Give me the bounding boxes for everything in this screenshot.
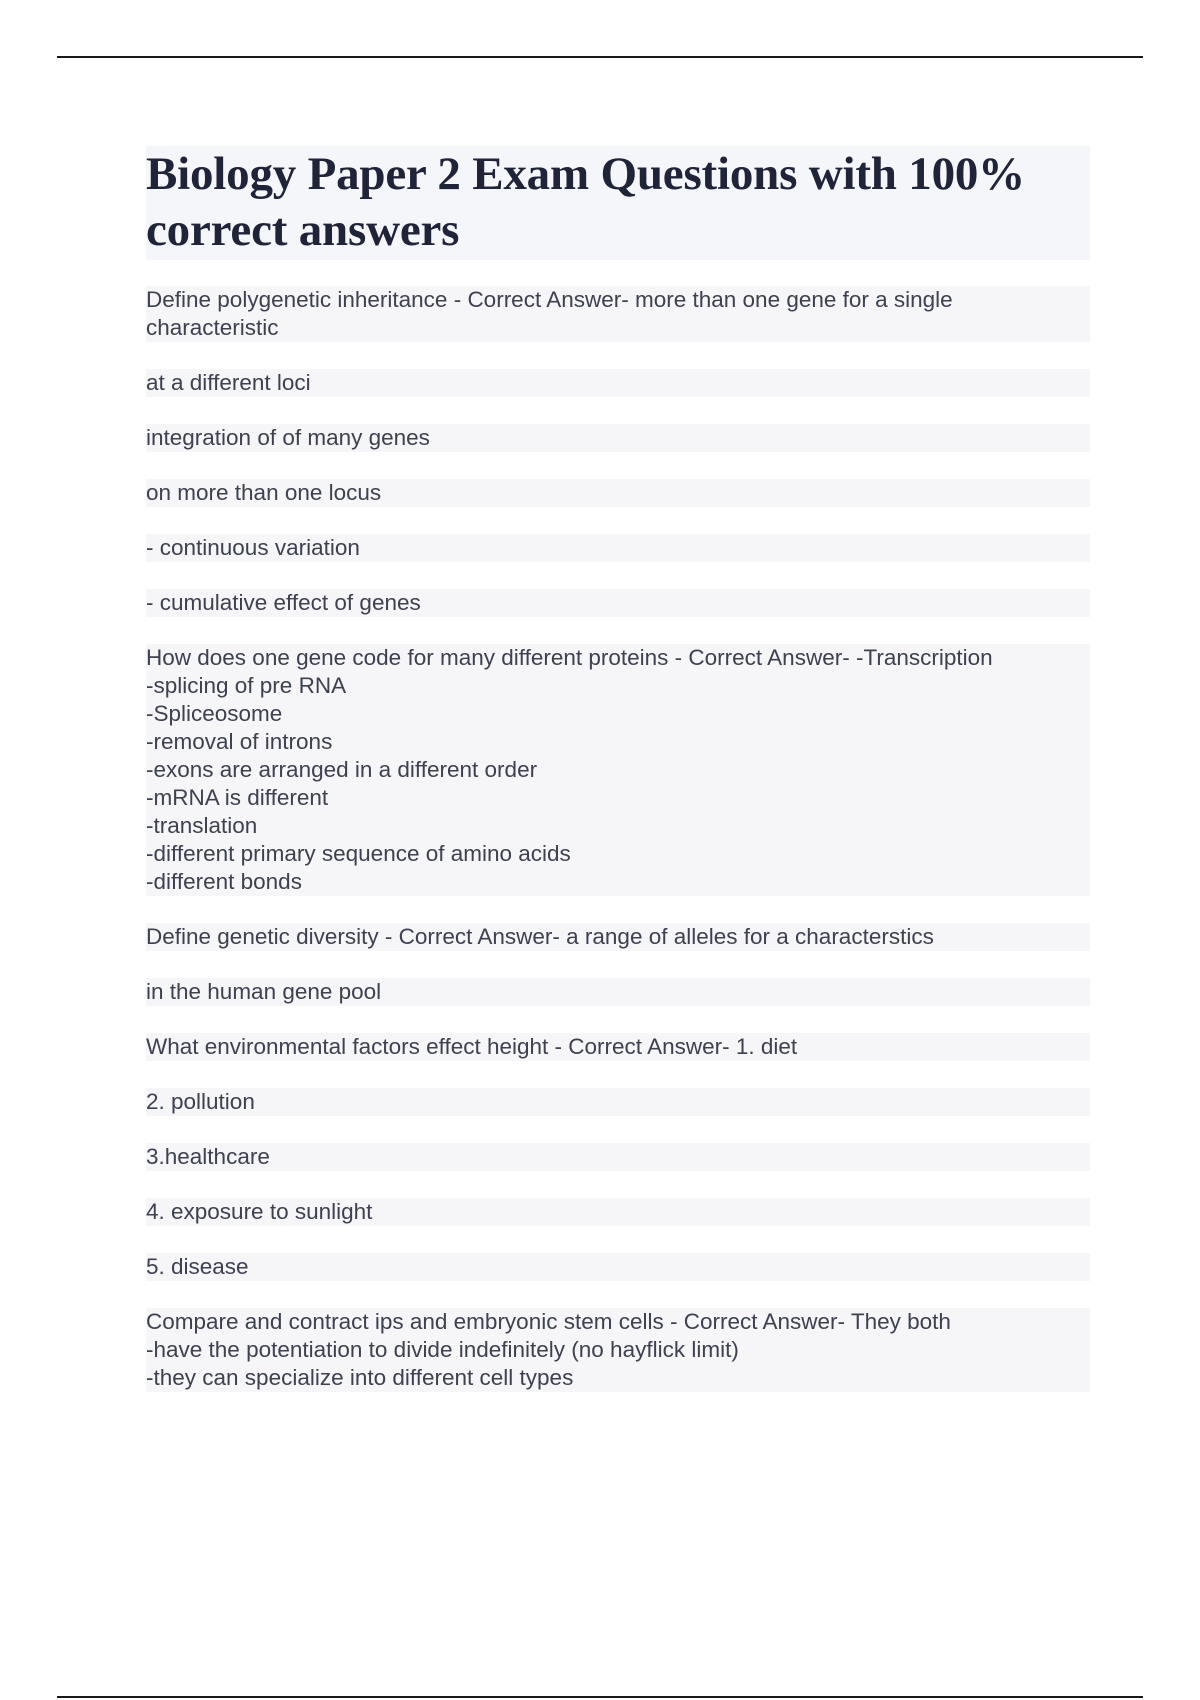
qa-paragraph [146,479,1090,507]
text-line: -mRNA is different [146,784,1090,812]
text-line: 5. disease [146,1253,1090,1281]
text-line: -different bonds [146,868,1090,896]
text-line: -splicing of pre RNA [146,672,1090,700]
text-line: at a different loci [146,369,1090,397]
qa-paragraph [146,1033,1090,1061]
text-line: -they can specialize into different cell types [146,1364,1090,1392]
text-line: integration of of many genes [146,424,1090,452]
text-line: -different primary sequence of amino acids [146,840,1090,868]
qa-paragraph [146,286,1090,342]
header-rule [57,56,1143,58]
text-line: Define genetic diversity - Correct Answer- a range of alleles for a characterstics [146,923,1090,951]
text-line: - cumulative effect of genes [146,589,1090,617]
text-line: 2. pollution [146,1088,1090,1116]
title-line: Biology Paper 2 Exam Questions with 100% [146,148,1025,200]
text-line: -removal of introns [146,728,1090,756]
qa-paragraph [146,978,1090,1006]
qa-paragraph [146,589,1090,617]
text-line: -exons are arranged in a different order [146,756,1090,784]
text-line: on more than one locus [146,479,1090,507]
qa-paragraph [146,424,1090,452]
text-line: What environmental factors effect height - Correct Answer- 1. diet [146,1033,1090,1061]
footer-rule [57,1696,1143,1698]
document-body [146,146,1090,1419]
text-line: How does one gene code for many different proteins - Correct Answer- -Transcription [146,644,1090,672]
text-line: in the human gene pool [146,978,1090,1006]
qa-paragraph [146,1253,1090,1281]
text-line: Compare and contract ips and embryonic stem cells - Correct Answer- They both [146,1308,1090,1336]
text-line: -have the potentiation to divide indefinitely (no hayflick limit) [146,1336,1090,1364]
text-line: - continuous variation [146,534,1090,562]
qa-paragraph [146,1198,1090,1226]
text-line: -translation [146,812,1090,840]
qa-paragraph [146,1308,1090,1392]
text-line: Define polygenetic inheritance - Correct Answer- more than one gene for a single [146,286,1090,314]
title-block [146,146,1090,260]
qa-paragraph [146,644,1090,896]
qa-paragraph [146,1143,1090,1171]
text-line: -Spliceosome [146,700,1090,728]
document-title [146,146,1090,258]
qa-paragraph [146,1088,1090,1116]
qa-paragraph [146,369,1090,397]
qa-paragraph [146,534,1090,562]
title-line: correct answers [146,204,460,256]
text-line: 4. exposure to sunlight [146,1198,1090,1226]
text-line: 3.healthcare [146,1143,1090,1171]
text-line: characteristic [146,314,1090,342]
qa-paragraph [146,923,1090,951]
